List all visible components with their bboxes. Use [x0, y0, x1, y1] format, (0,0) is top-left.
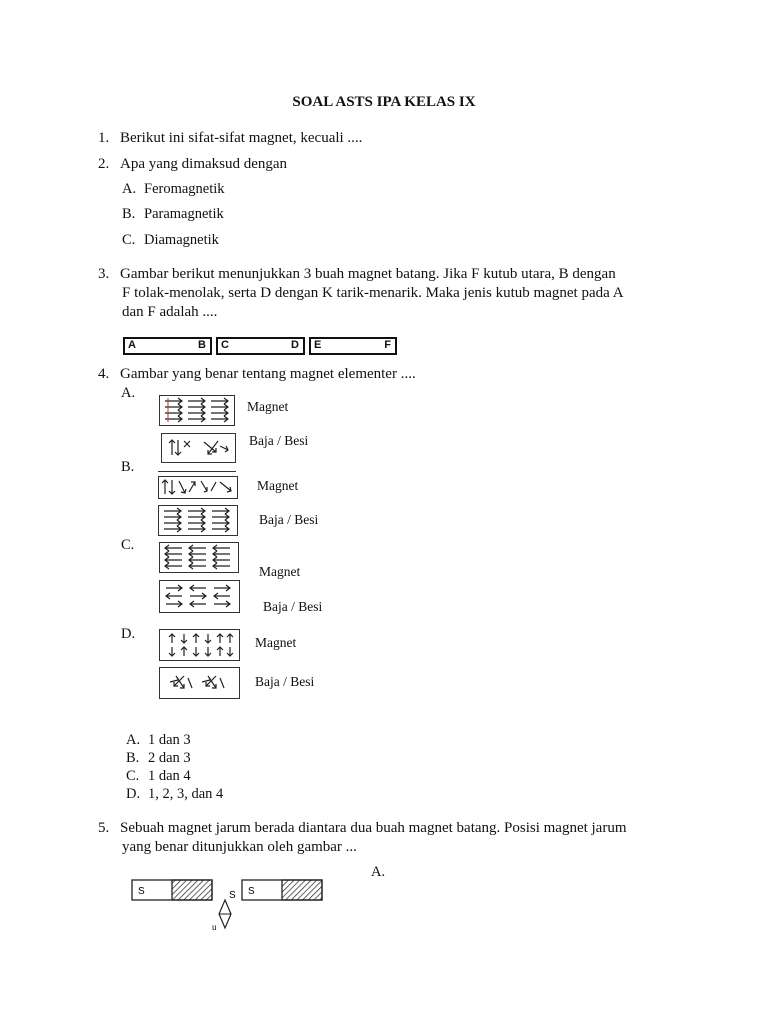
right-magnet-north-half: [282, 880, 322, 900]
answer-d: [126, 785, 223, 803]
magnet-label: Magnet: [247, 399, 289, 414]
random-domains-icon: [160, 668, 238, 697]
picture-letter-b: B.: [121, 459, 135, 475]
question-number: 5.: [98, 820, 110, 836]
magnet-label: Magnet: [255, 635, 297, 650]
divider-line: [158, 471, 236, 472]
option-b: [122, 206, 224, 223]
option-c: [122, 232, 219, 249]
pole-label: B: [198, 339, 206, 351]
bar-magnet-1: [123, 337, 212, 355]
answer-a: [126, 731, 191, 749]
aligned-domains-icon: [160, 396, 233, 424]
random-domains-icon: [162, 434, 234, 461]
steel-label: Baja / Besi: [249, 433, 309, 448]
option-letter: A.: [126, 732, 141, 748]
question-text-line1: Sebuah magnet jarum berada diantara dua buah magnet batang. Posisi magnet jarum: [120, 820, 627, 836]
option-text: 2 dan 3: [148, 750, 191, 766]
answer-c: [126, 767, 191, 785]
picture-letter-c: C.: [121, 537, 135, 553]
question-text: Berikut ini sifat-sifat magnet, kecuali ....: [120, 130, 363, 146]
question-text-line2: F tolak-menolak, serta D dengan K tarik-menarik. Maka jenis kutub magnet pada A: [122, 285, 624, 301]
question-text-line3: dan F adalah ....: [122, 304, 218, 320]
magnet-diagram-reversed: [159, 542, 239, 573]
magnet-diagram-random: [158, 476, 238, 499]
question-5: [98, 819, 627, 839]
steel-label: Baja / Besi: [263, 599, 323, 614]
needle-magnet-figure: [128, 876, 328, 932]
option-text: 1 dan 4: [148, 768, 191, 784]
question-number: 1.: [98, 130, 110, 146]
question-text: Gambar yang benar tentang magnet elementer ....: [120, 366, 416, 382]
alternating-domains-icon: [160, 581, 238, 611]
question-text-line1: Gambar berikut menunjukkan 3 buah magnet batang. Jika F kutub utara, B dengan: [120, 266, 616, 282]
needle-bottom-label: u: [212, 922, 217, 932]
question-1: [98, 129, 362, 149]
bar-magnet-2: [216, 337, 305, 355]
question-2: [98, 155, 287, 175]
option-text: Diamagnetik: [144, 232, 219, 248]
option-letter: B.: [122, 206, 136, 222]
steel-diagram-random: [161, 433, 236, 463]
option-letter: A.: [122, 181, 137, 197]
pole-label: E: [314, 339, 322, 351]
pole-label: D: [291, 339, 299, 351]
bar-magnet-3: [309, 337, 397, 355]
option-text: 1 dan 3: [148, 732, 191, 748]
steel-label: Baja / Besi: [255, 674, 315, 689]
steel-diagram-aligned: [158, 505, 238, 536]
option-letter: C.: [122, 232, 136, 248]
picture-letter-d: D.: [121, 626, 136, 642]
page-title: SOAL ASTS IPA KELAS IX: [292, 94, 476, 110]
question-text: Apa yang dimaksud dengan: [120, 156, 288, 172]
random-domains-icon: [159, 477, 236, 497]
figure-option-letter: A.: [371, 864, 386, 880]
right-pole-label: S: [248, 886, 255, 897]
question-number: 3.: [98, 266, 110, 282]
option-text: Feromagnetik: [144, 181, 225, 197]
option-a: [122, 181, 225, 198]
aligned-domains-icon: [160, 543, 237, 571]
question-number: 2.: [98, 156, 110, 172]
question-text-line2: yang benar ditunjukkan oleh gambar ...: [122, 839, 357, 855]
steel-label: Baja / Besi: [259, 512, 319, 527]
option-text: Paramagnetik: [144, 206, 224, 222]
option-letter: B.: [126, 750, 140, 766]
magnet-label: Magnet: [259, 564, 301, 579]
left-pole-label: S: [138, 886, 145, 897]
steel-diagram-clustered: [159, 667, 240, 699]
option-letter: D.: [126, 786, 141, 802]
answer-b: [126, 749, 191, 767]
picture-letter-a: A.: [121, 385, 136, 401]
question-4: [98, 365, 416, 385]
pole-label: F: [384, 339, 391, 351]
left-magnet-north-half: [172, 880, 212, 900]
vertical-domains-icon: [160, 630, 238, 659]
question-3: [98, 265, 616, 285]
option-text: 1, 2, 3, dan 4: [148, 786, 224, 802]
pole-label: C: [221, 339, 229, 351]
pole-label: A: [128, 339, 136, 351]
option-letter: C.: [126, 768, 140, 784]
question-number: 4.: [98, 366, 110, 382]
steel-diagram-alternating: [159, 580, 240, 613]
needle-pole-label: S: [229, 890, 236, 901]
aligned-domains-icon: [159, 506, 236, 534]
magnet-diagram-aligned: [159, 395, 235, 426]
magnet-diagram-vertical: [159, 629, 240, 661]
magnet-label: Magnet: [257, 478, 299, 493]
